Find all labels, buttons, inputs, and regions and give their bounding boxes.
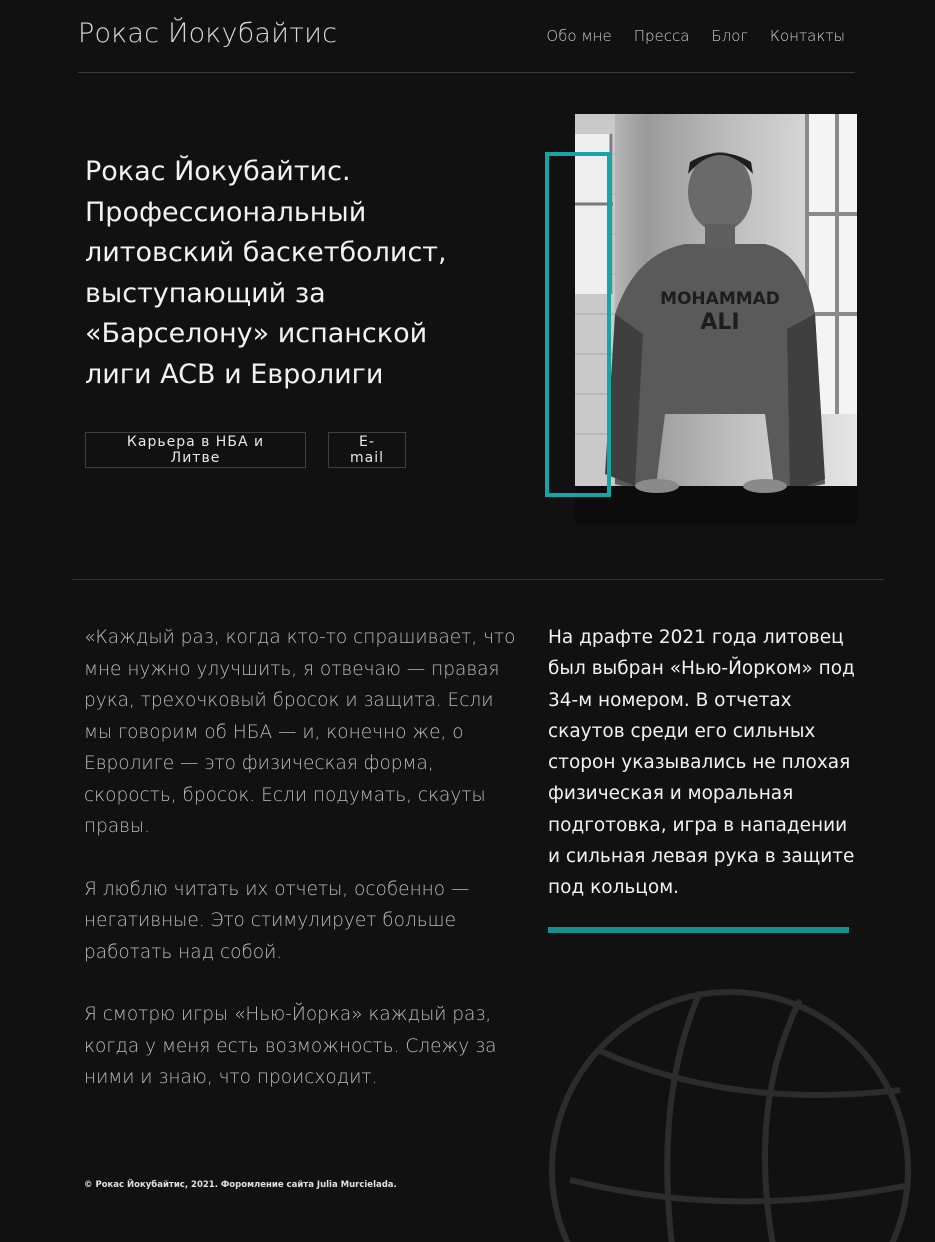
- quote-paragraph: Я смотрю игры «Нью-Йорка» каждый раз, когда у меня есть возможность. Слежу за ними и знаю, что происходит.: [84, 1004, 497, 1088]
- email-button[interactable]: E-mail: [328, 432, 406, 468]
- quote-paragraph: «Каждый раз, когда кто-то спрашивает, что мне нужно улучшить, я отвечаю — правая рука, трехочковый бросок и защита. Если мы говорим об НБА — и, конечно же, о Евролиге — это физическая форма, скорость, бросок. Если подумать, скауты правы.: [84, 627, 516, 837]
- hero-title-line: «Барселону» испанской: [85, 318, 428, 349]
- quote-block: [84, 622, 524, 1125]
- nav-press[interactable]: Пресса: [633, 27, 690, 45]
- career-button[interactable]: Карьера в НБА и Литве: [85, 432, 306, 468]
- hero-title-line: выступающий за: [85, 277, 326, 309]
- basketball-icon: [540, 970, 935, 1242]
- player-photo: [575, 114, 857, 524]
- hero-title-line: Профессиональный: [85, 196, 367, 228]
- hero-title-line: литовский баскетболист,: [85, 237, 447, 268]
- nav-about[interactable]: Обо мне: [546, 27, 612, 45]
- hero-title-line: лиги ACB и Евролиги: [85, 358, 384, 390]
- main-nav: [546, 27, 845, 45]
- hero-title-line: Рокас Йокубайтис.: [85, 156, 351, 187]
- nav-contacts[interactable]: Контакты: [769, 27, 845, 45]
- section-divider: [72, 579, 884, 580]
- site-title[interactable]: Рокас Йокубайтис: [78, 18, 338, 49]
- teal-underline: [548, 927, 849, 933]
- footer-copyright: © Рокас Йокубайтис, 2021. Форомление сайта Julia Murcielada.: [84, 1180, 397, 1190]
- header-divider: [78, 72, 855, 73]
- shirt-text-top: MOHAMMAD: [660, 289, 780, 309]
- quote-paragraph: Я люблю читать их отчеты, особенно — негативные. Это стимулирует больше работать над собой.: [84, 878, 470, 963]
- nav-blog[interactable]: Блог: [711, 27, 748, 45]
- shirt-text-bottom: ALI: [700, 310, 740, 335]
- hero-title: [85, 152, 505, 395]
- draft-info: На драфте 2021 года литовец был выбран «Нью-Йорком» под 34-м номером. В отчетах скаутов среди его сильных сторон указывались не плохая физическая и моральная подготовка, игра в нападении и сильная левая рука в защите под кольцом.: [548, 627, 855, 899]
